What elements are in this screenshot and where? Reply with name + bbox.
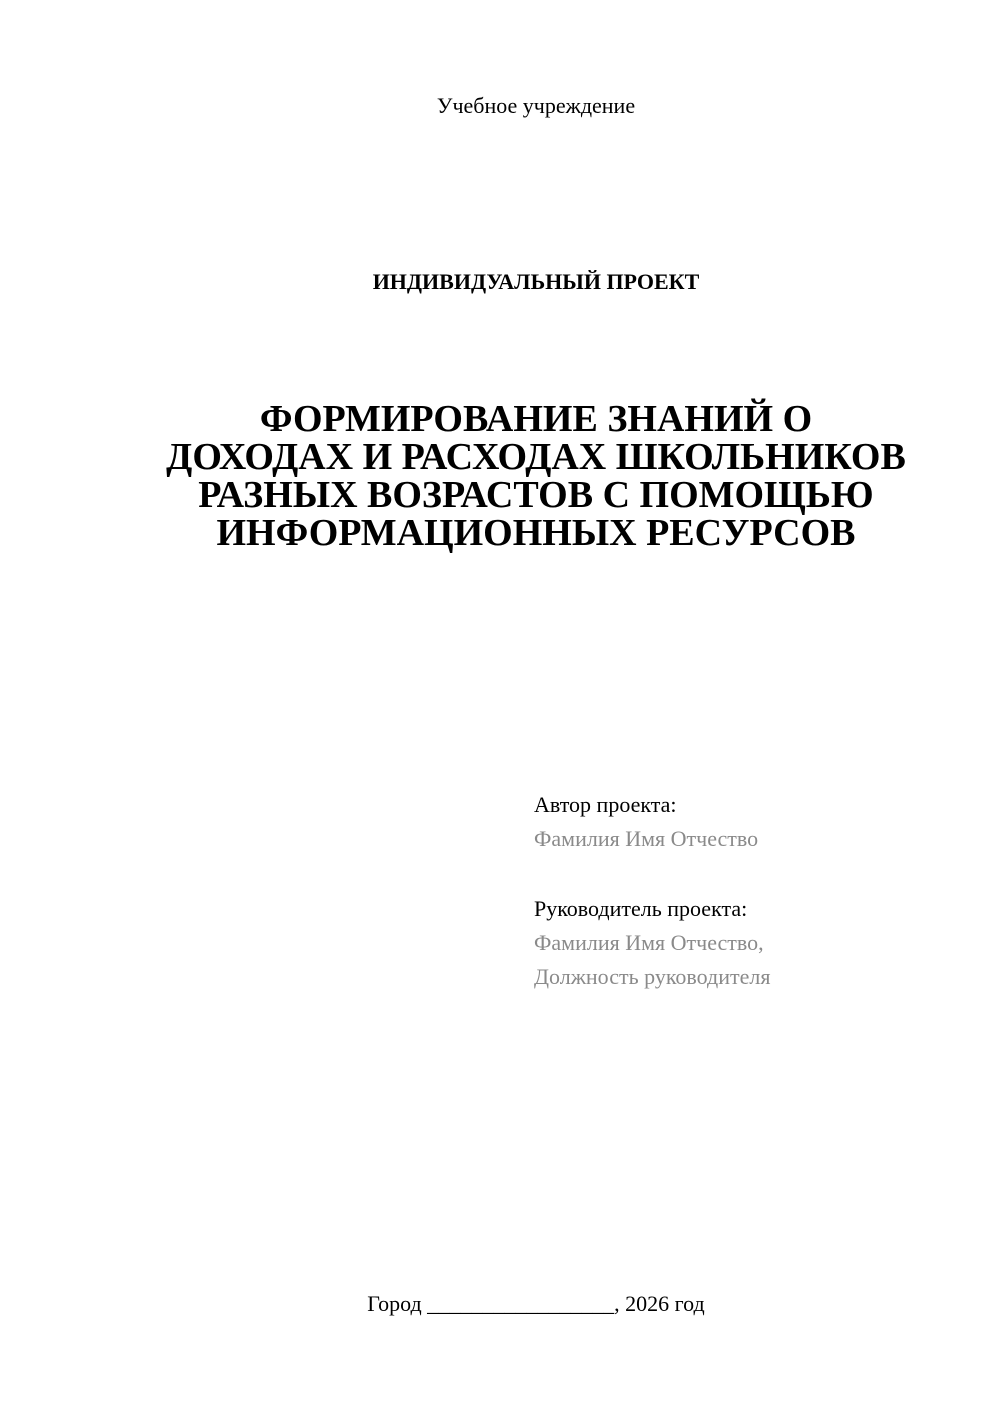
title-line-2: ДОХОДАХ И РАСХОДАХ ШКОЛЬНИКОВ xyxy=(166,436,906,478)
authors-spacer xyxy=(534,856,974,892)
authors-block xyxy=(534,788,974,994)
author-label: Автор проекта: xyxy=(534,792,677,817)
project-type-heading: ИНДИВИДУАЛЬНЫЙ ПРОЕКТ xyxy=(372,269,700,294)
supervisor-label: Руководитель проекта: xyxy=(534,896,748,921)
author-name: Фамилия Имя Отчество xyxy=(534,826,759,851)
project-title xyxy=(130,400,942,552)
supervisor-name: Фамилия Имя Отчество, xyxy=(534,930,764,955)
title-line-3: РАЗНЫХ ВОЗРАСТОВ С ПОМОЩЬЮ xyxy=(198,474,874,516)
supervisor-position: Должность руководителя xyxy=(534,964,771,989)
title-line-1: ФОРМИРОВАНИЕ ЗНАНИЙ О xyxy=(259,398,813,440)
institution-name: Учебное учреждение xyxy=(436,93,636,118)
title-line-4: ИНФОРМАЦИОННЫХ РЕСУРСОВ xyxy=(216,512,856,554)
city-year-footer: Город _________________, 2026 год xyxy=(367,1291,705,1316)
